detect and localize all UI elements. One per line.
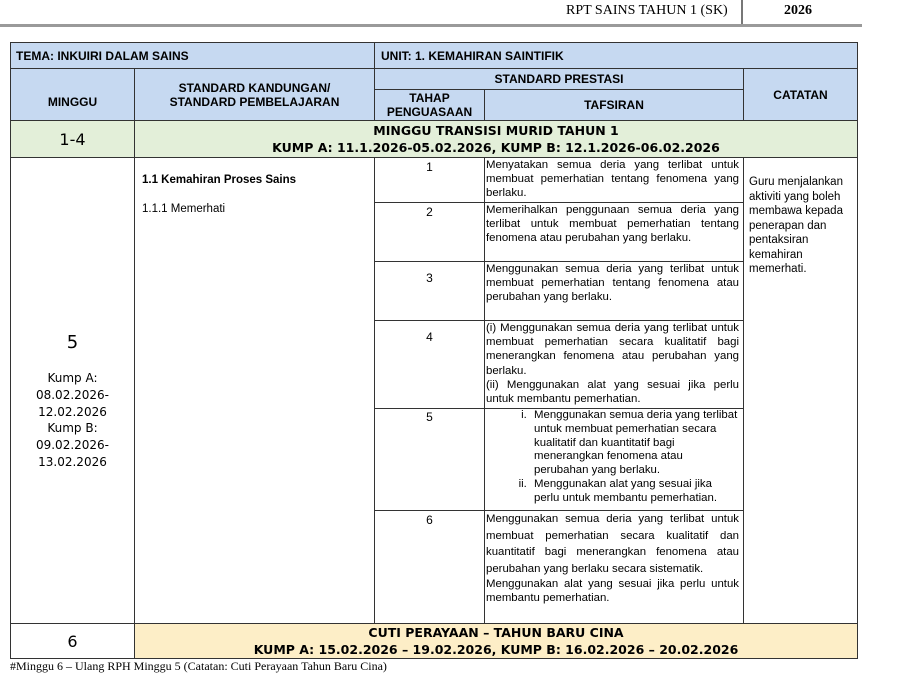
header-tafsiran: TAFSIRAN [484, 89, 744, 121]
week5-catatan-cell [743, 157, 858, 624]
document-title: RPT SAINS TAHUN 1 (SK) [566, 3, 728, 18]
week5-standard-cell [134, 157, 375, 624]
tp-6: 6 [374, 510, 485, 624]
tafsiran-2 [484, 202, 744, 262]
header-prestasi: STANDARD PRESTASI [374, 68, 744, 90]
header-tahap-line1: TAHAP [409, 91, 450, 105]
header-standard-line2: STANDARD PEMBELAJARAN [169, 94, 340, 109]
holiday-title: CUTI PERAYAAN – TAHUN BARU CINA [368, 625, 624, 640]
tema-cell: TEMA: INKUIRI DALAM SAINS [10, 42, 375, 69]
document-year: 2026 [784, 3, 812, 18]
header-minggu: MINGGU [10, 68, 135, 121]
tp-5: 5 [374, 408, 485, 511]
holiday-week: 6 [10, 623, 135, 659]
tafsiran-6-text-b: Menggunakan alat yang sesuai jika perlu untuk membantu pemerhatian. [486, 578, 739, 605]
tafsiran-1 [484, 157, 744, 203]
standard-item: 1.1.1 Memerhati [142, 203, 226, 215]
tp-4: 4 [374, 320, 485, 409]
tafsiran-6 [484, 510, 744, 624]
transition-week: 1-4 [10, 120, 135, 158]
transition-banner [134, 120, 858, 158]
tp-2: 2 [374, 202, 485, 262]
tafsiran-4 [484, 320, 744, 409]
holiday-dates: KUMP A: 15.02.2026 – 19.02.2026, KUMP B: 16.02.2026 – 20.02.2026 [253, 642, 739, 657]
tafsiran-3-text: Menggunakan semua deria yang terlibat untuk membuat pemerhatian tentang fenomena atau perubahan yang berlaku. [486, 263, 739, 304]
unit-cell: UNIT: 1. KEMAHIRAN SAINTIFIK [374, 42, 858, 69]
header-catatan: CATATAN [743, 68, 858, 121]
tafsiran-5-item-i: i. Menggunakan semua deria yang terlibat untuk membuat pemerhatian secara kualitatif dan kuantitatif bagi menerangkan fenomena atau perubahan yang berlaku. [530, 409, 739, 478]
header-separator [741, 0, 743, 26]
tafsiran-2-text: Memerihalkan penggunaan semua deria yang terlibat untuk membuat pemerhatian tentang fenomena atau perubahan yang berlaku. [486, 204, 739, 245]
week5-kump-b [11, 420, 134, 471]
holiday-banner [134, 623, 858, 659]
header-rule [0, 24, 862, 27]
header-standard [134, 68, 375, 121]
tp-1: 1 [374, 157, 485, 203]
tafsiran-4-text-ii: (ii) Menggunakan alat yang sesuai jika perlu untuk membantu pemerhatian. [486, 378, 739, 406]
footer-note: #Minggu 6 – Ulang RPH Minggu 5 (Catatan: Cuti Perayaan Tahun Baru Cina) [10, 659, 387, 673]
kump-a-line2: 12.02.2026 [38, 405, 107, 419]
week5-number: 5 [66, 332, 79, 353]
standard-title: 1.1 Kemahiran Proses Sains [142, 174, 297, 186]
kump-b-line1: Kump B: 09.02.2026- [35, 421, 110, 452]
week5-minggu-cell [10, 157, 135, 624]
tafsiran-6-text-a: Menggunakan semua deria yang terlibat untuk membuat pemerhatian secara kualitatif dan kuantitatif bagi menerangkan fenomena atau perubahan yang berlaku secara sistematik. [486, 513, 739, 575]
header-tahap [374, 89, 485, 121]
tafsiran-3 [484, 261, 744, 321]
tafsiran-5 [484, 408, 744, 511]
tafsiran-1-text: Menyatakan semua deria yang terlibat untuk membuat pemerhatian tentang fenomena yang berlaku. [486, 159, 739, 200]
transition-title: MINGGU TRANSISI MURID TAHUN 1 [373, 123, 619, 138]
header-standard-line1: STANDARD KANDUNGAN/ [178, 80, 331, 95]
week5-kump-a [11, 370, 134, 421]
page-header [0, 0, 903, 28]
header-tahap-line2: PENGUASAAN [386, 105, 473, 119]
tp-3: 3 [374, 261, 485, 321]
tafsiran-4-text-i: (i) Menggunakan semua deria yang terlibat untuk membuat pemerhatian secara kualitatif bagi menerangkan fenomena atau perubahan yang berlaku. [486, 322, 739, 377]
tafsiran-5-item-ii: ii. Menggunakan alat yang sesuai jika perlu untuk membantu pemerhatian. [530, 478, 739, 506]
transition-dates: KUMP A: 11.1.2026-05.02.2026, KUMP B: 12.1.2026-06.02.2026 [272, 140, 720, 155]
kump-b-line2: 13.02.2026 [38, 455, 107, 469]
catatan-text: Guru menjalankan aktiviti yang boleh membawa kepada penerapan dan pentaksiran kemahiran memerhati. [749, 176, 843, 275]
tafsiran-5-list [486, 409, 739, 506]
kump-a-line1: Kump A: 08.02.2026- [35, 371, 110, 402]
